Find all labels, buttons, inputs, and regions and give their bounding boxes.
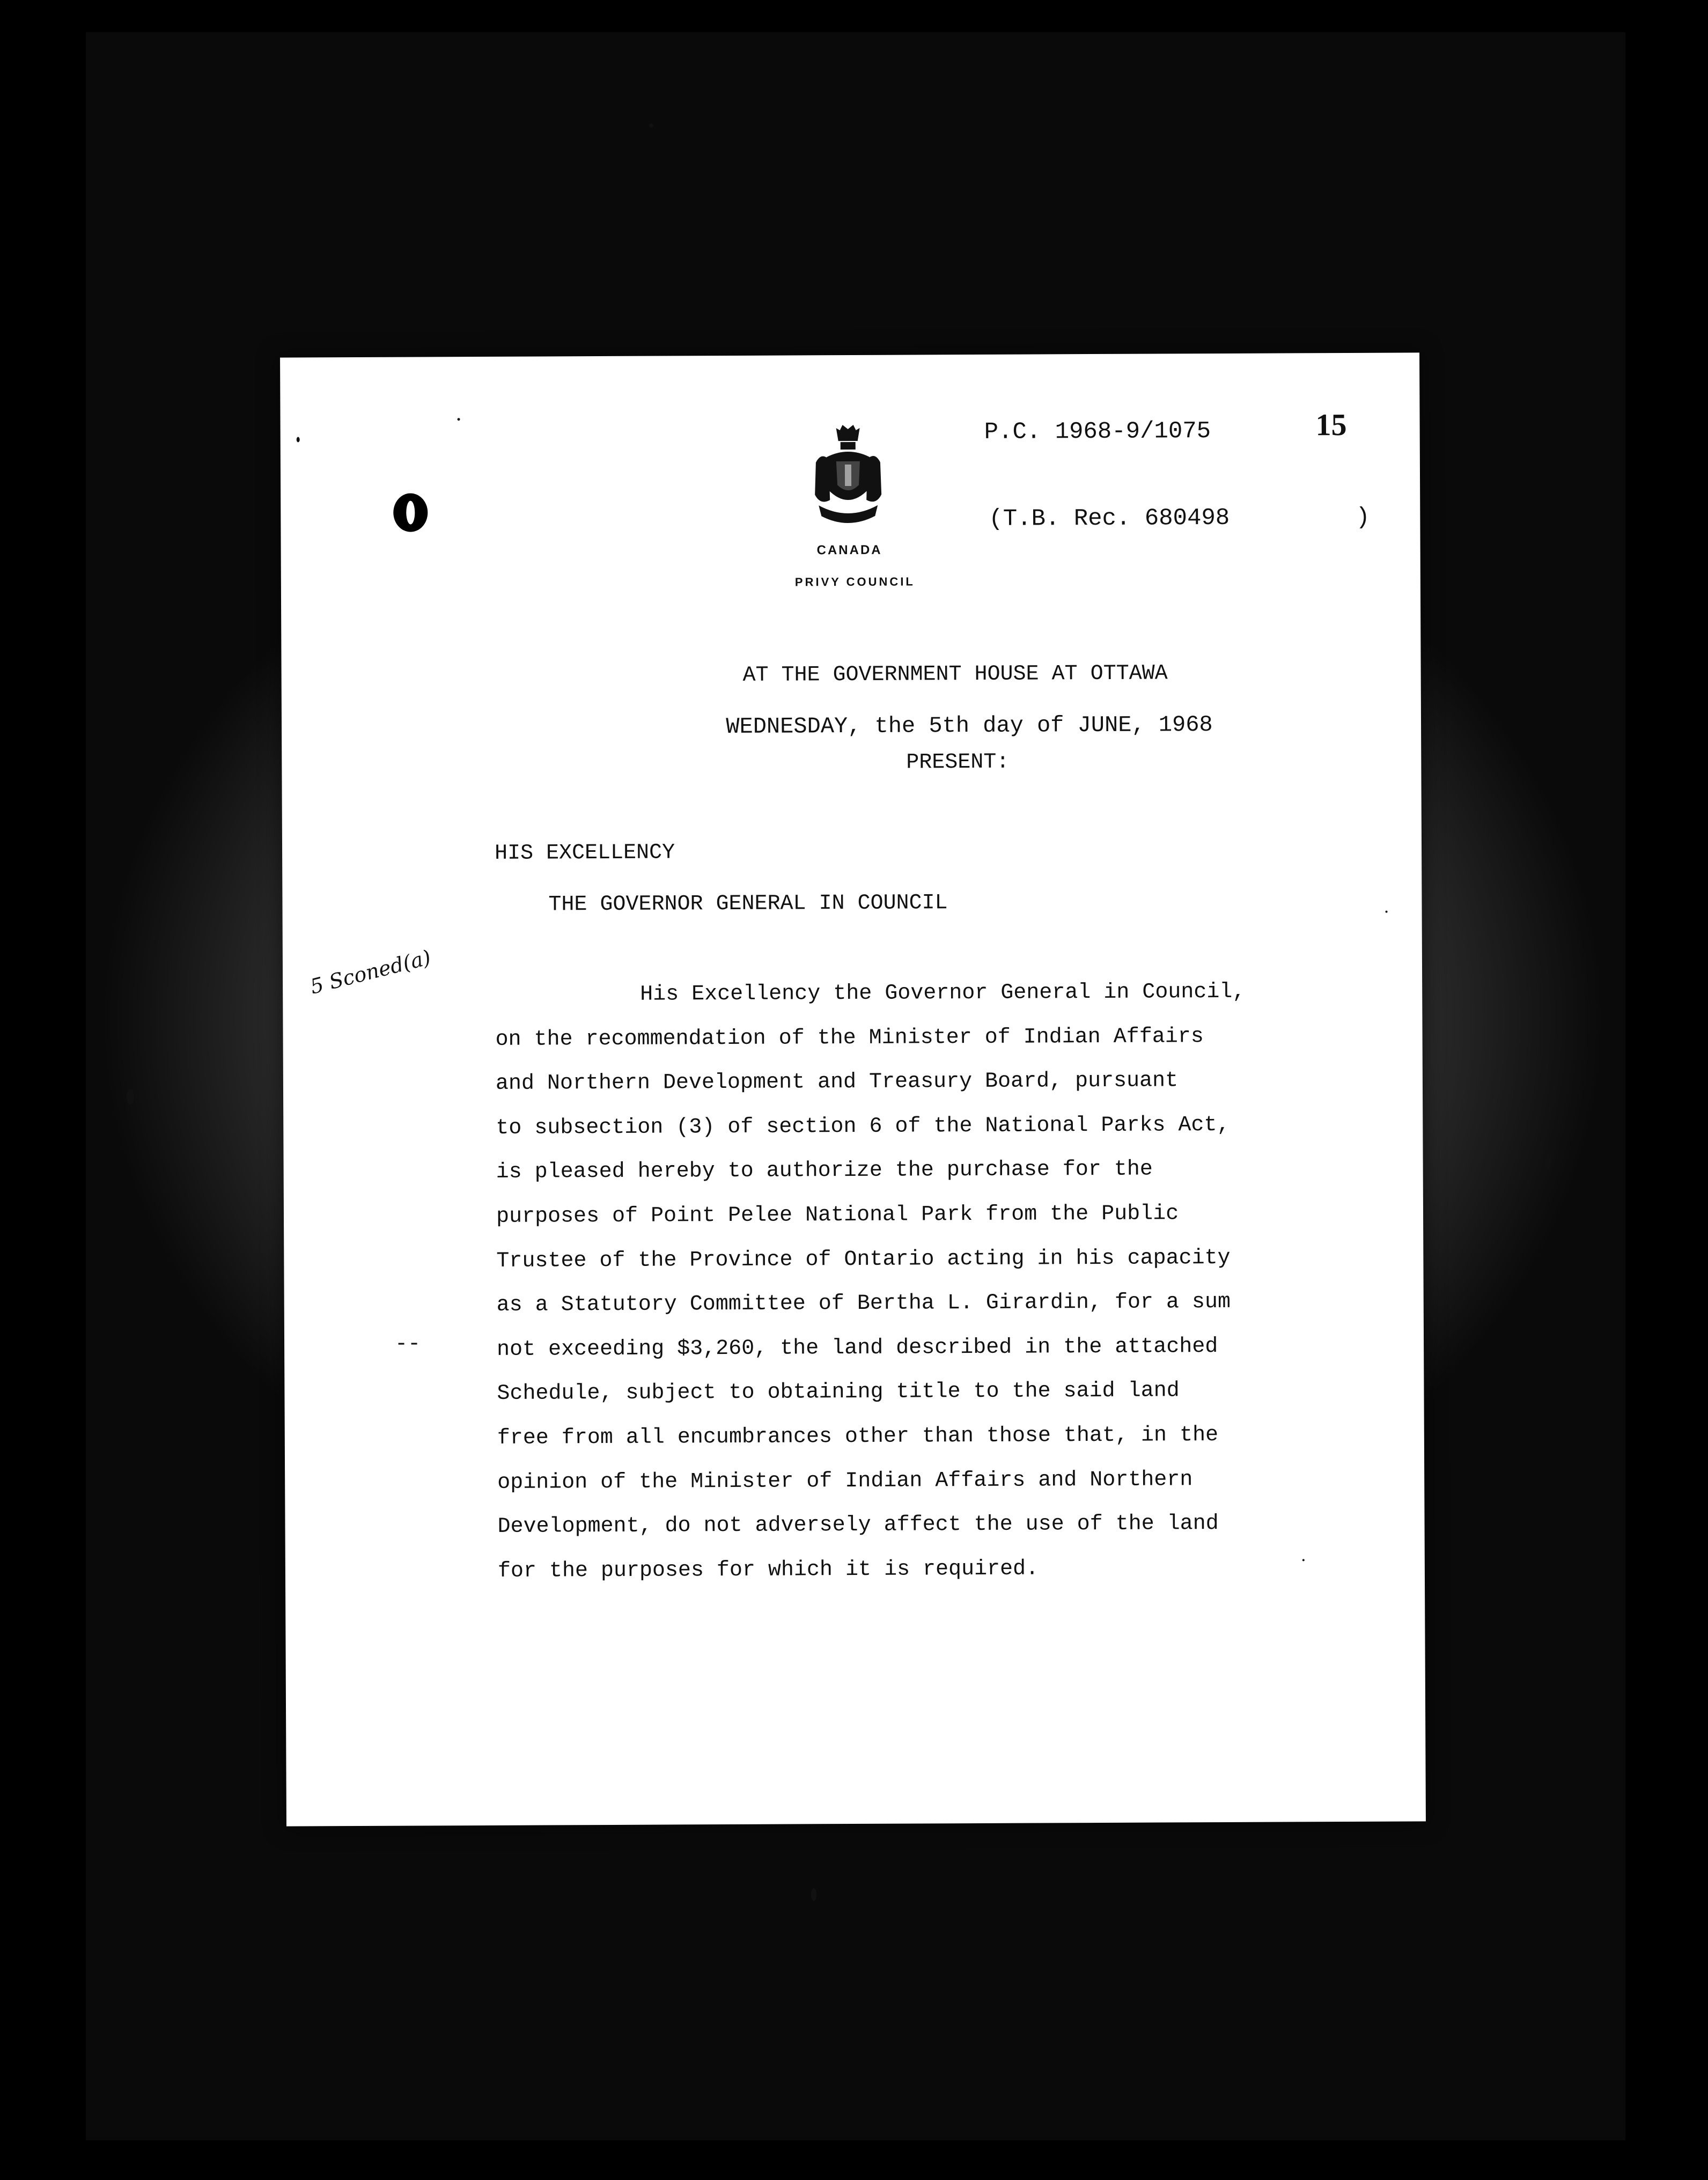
coat-of-arms-icon bbox=[811, 425, 886, 533]
scan-speck bbox=[811, 1888, 816, 1901]
scan-speck bbox=[1386, 911, 1388, 913]
scan-border-bottom bbox=[0, 2140, 1708, 2180]
body-line: Development, do not adversely affect the use of the land bbox=[497, 1512, 1219, 1540]
handwritten-margin-note: 5 Sconed(a) bbox=[307, 945, 433, 999]
margin-dash-mark: -- bbox=[394, 1332, 421, 1357]
scan-speck bbox=[127, 1089, 134, 1105]
present-heading: PRESENT: bbox=[906, 750, 1010, 775]
body-line: purposes of Point Pelee National Park from the Public bbox=[496, 1202, 1179, 1229]
treasury-board-recommendation-close: ) bbox=[1356, 504, 1370, 531]
body-line: His Excellency the Governor General in Council, bbox=[640, 979, 1246, 1007]
scan-border-top bbox=[0, 0, 1708, 32]
body-line: as a Statutory Committee of Bertha L. Girardin, for a sum bbox=[496, 1290, 1231, 1318]
crest-caption-privy-council: PRIVY COUNCIL bbox=[794, 575, 915, 589]
date-heading: WEDNESDAY, the 5th day of JUNE, 1968 bbox=[726, 712, 1213, 740]
body-line: not exceeding $3,260, the land described in the attached bbox=[497, 1334, 1218, 1362]
order-body-text bbox=[495, 970, 1313, 1594]
page-number: 15 bbox=[1315, 407, 1347, 443]
salutation-his-excellency: HIS EXCELLENCY bbox=[494, 841, 675, 866]
body-line: on the recommendation of the Minister of Indian Affairs bbox=[495, 1024, 1204, 1052]
treasury-board-recommendation: (T.B. Rec. 680498 bbox=[989, 504, 1230, 533]
body-line: opinion of the Minister of Indian Affairs and Northern bbox=[497, 1467, 1193, 1495]
scan-speck bbox=[1545, 1153, 1551, 1169]
document-page bbox=[280, 352, 1426, 1826]
body-line: Trustee of the Province of Ontario acting in his capacity bbox=[496, 1246, 1231, 1273]
order-in-council-number: P.C. 1968-9/1075 bbox=[984, 418, 1211, 446]
location-heading: AT THE GOVERNMENT HOUSE AT OTTAWA bbox=[742, 661, 1168, 688]
body-line: and Northern Development and Treasury Board, pursuant bbox=[495, 1069, 1179, 1096]
body-line: free from all encumbrances other than those that, in the bbox=[497, 1423, 1219, 1450]
body-line: Schedule, subject to obtaining title to the said land bbox=[497, 1379, 1180, 1406]
scan-speck bbox=[297, 437, 300, 442]
body-line: for the purposes for which it is required. bbox=[497, 1557, 1039, 1584]
scan-speck bbox=[1302, 1559, 1305, 1561]
salutation-governor-general: THE GOVERNOR GENERAL IN COUNCIL bbox=[548, 891, 948, 917]
body-line: is pleased hereby to authorize the purchase for the bbox=[496, 1157, 1153, 1185]
hole-punch-mark bbox=[393, 493, 428, 532]
scan-border-right bbox=[1625, 0, 1708, 2180]
scan-speck bbox=[649, 123, 653, 128]
scan-border-left bbox=[0, 0, 86, 2180]
scan-speck bbox=[458, 418, 460, 421]
body-line: to subsection (3) of section 6 of the National Parks Act, bbox=[496, 1113, 1230, 1140]
crest-caption-canada: CANADA bbox=[816, 542, 882, 558]
